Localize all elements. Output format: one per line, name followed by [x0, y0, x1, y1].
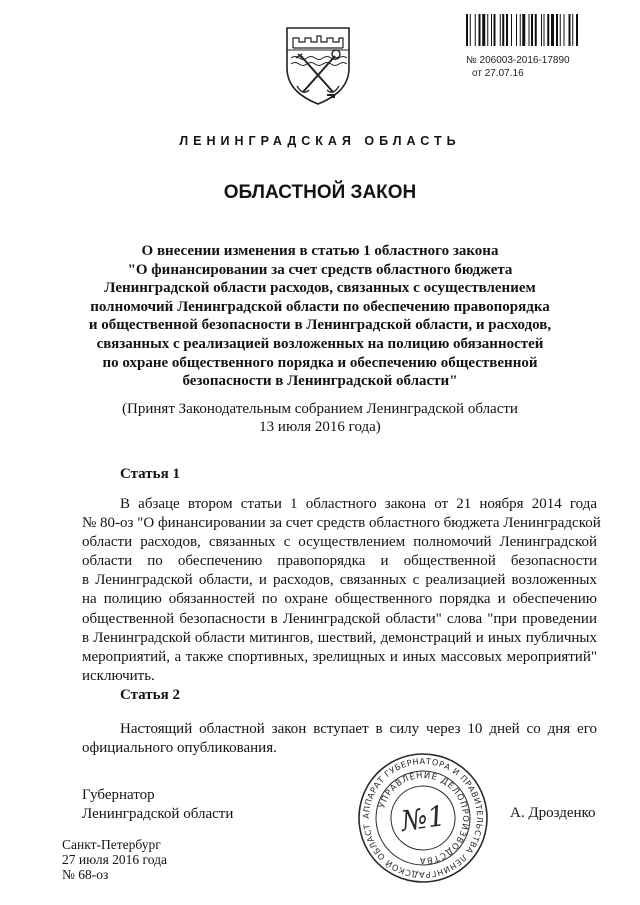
barcode-bar: [547, 14, 549, 46]
barcode-bar: [502, 14, 504, 46]
signatory-title-line: Губернатор: [82, 787, 155, 803]
place-date-number: [62, 837, 167, 882]
barcode-bar: [541, 14, 542, 46]
law-title-line: и общественной безопасности в Ленинградской области, и расходов,: [88, 317, 552, 334]
office-stamp: [355, 752, 491, 884]
barcode-bar: [470, 14, 471, 46]
stamp-number: №1: [398, 799, 448, 838]
barcode-bar: [475, 14, 476, 46]
article-1-text: [82, 495, 601, 686]
article-1-line: в Ленинградской области, и расходов, связанных с реализацией возложенных: [82, 572, 597, 589]
barcode-bar: [569, 14, 571, 46]
barcode-bar: [494, 14, 496, 46]
signatory-name: А. Дрозденко: [510, 805, 596, 821]
registration-number: № 206003-2016-17890: [466, 55, 570, 66]
signatory-title-line: Ленинградской области: [82, 806, 234, 822]
barcode-bar: [479, 14, 481, 46]
law-title-line: "О финансировании за счет средств областного бюджета: [127, 261, 513, 278]
article-1-line: области расходов, связанных с осуществлением полномочий Ленинградской: [82, 534, 597, 551]
barcode-bar: [560, 14, 561, 46]
barcode-bar: [576, 14, 578, 46]
law-title: [40, 242, 600, 391]
adoption-note-line: (Принят Законодательным собранием Ленинградской области: [122, 401, 518, 417]
barcode-bar: [520, 14, 521, 46]
law-title-line: полномочий Ленинградской области по обеспечению правопорядка: [90, 298, 550, 315]
article-1-line: общественной безопасности в Ленинградской области" слова "при проведении: [82, 610, 597, 627]
law-number: № 68-оз: [62, 867, 109, 882]
law-title-line: Ленинградской области расходов, связанных с осуществлением: [104, 280, 536, 297]
barcode-bar: [535, 14, 537, 46]
barcode-bar: [564, 14, 565, 46]
barcode-bar: [482, 14, 485, 46]
law-title-line: безопасности в Ленинградской области": [182, 373, 458, 390]
article-1-line: в Ленинградской области митингов, шествий, демонстраций и иных публичных: [82, 629, 597, 646]
barcode-bar: [572, 14, 573, 46]
stamp-outer-text: АППАРАТ ГУБЕРНАТОРА И ПРАВИТЕЛЬСТВА ЛЕНИНГРАДСКОЙ ОБЛАСТИ: [360, 755, 486, 881]
region-name: ЛЕНИНГРАДСКАЯ ОБЛАСТЬ: [179, 134, 461, 148]
adoption-note: [40, 400, 600, 436]
barcode-bar: [556, 14, 558, 46]
signing-city: Санкт-Петербург: [62, 837, 161, 852]
barcode-bar: [506, 14, 508, 46]
barcode-bar: [511, 14, 512, 46]
law-title-line: по охране общественного порядка и обеспечению общественной: [102, 354, 538, 371]
article-1-line: исключить.: [82, 667, 155, 684]
signing-date: 27 июля 2016 года: [62, 852, 167, 867]
document-type: ОБЛАСТНОЙ ЗАКОН: [223, 182, 417, 203]
article-2-text: [82, 720, 597, 758]
adoption-note-line: 13 июля 2016 года): [259, 419, 381, 435]
law-title-line: связанных с реализацией возложенных на полицию обязанностей: [96, 335, 544, 352]
article-1-heading: Статья 1: [120, 466, 180, 482]
stamp-inner-text: УПРАВЛЕНИЕ ДЕЛОПРОИЗВОДСТВА: [376, 769, 472, 867]
barcode-bar: [516, 14, 517, 46]
registration-date: от 27.07.16: [472, 68, 524, 79]
barcode-bar: [491, 14, 492, 46]
article-1-line: № 80-оз "О финансировании за счет средств областного бюджета Ленинградской: [82, 515, 601, 532]
barcode-bar: [551, 14, 554, 46]
barcode-bar: [487, 14, 488, 46]
barcode-bar: [531, 14, 533, 46]
barcode: [466, 14, 604, 46]
coat-of-arms-emblem: [283, 24, 353, 106]
barcode-bar: [500, 14, 501, 46]
article-2-line: Настоящий областной закон вступает в силу через 10 дней со дня его: [120, 721, 597, 737]
barcode-bar: [544, 14, 545, 46]
barcode-bar: [522, 14, 525, 46]
article-2-heading: Статья 2: [120, 687, 180, 703]
article-2-line: официального опубликования.: [82, 740, 277, 757]
article-1-line: области по обеспечению правопорядка и общественной безопасности: [82, 553, 597, 570]
article-1-line: мероприятий, а также спортивных, зрелищных и иных массовых мероприятий": [82, 648, 597, 665]
barcode-bar: [529, 14, 530, 46]
barcode-bar: [466, 14, 468, 46]
article-1-line: В абзаце втором статьи 1 областного закона от 21 ноября 2014 года: [120, 496, 597, 512]
article-1-line: на полицию обязанностей по охране общественного порядка и обеспечению: [82, 591, 597, 608]
signatory-title: [82, 786, 233, 824]
law-title-line: О внесении изменения в статью 1 областного закона: [141, 243, 499, 259]
